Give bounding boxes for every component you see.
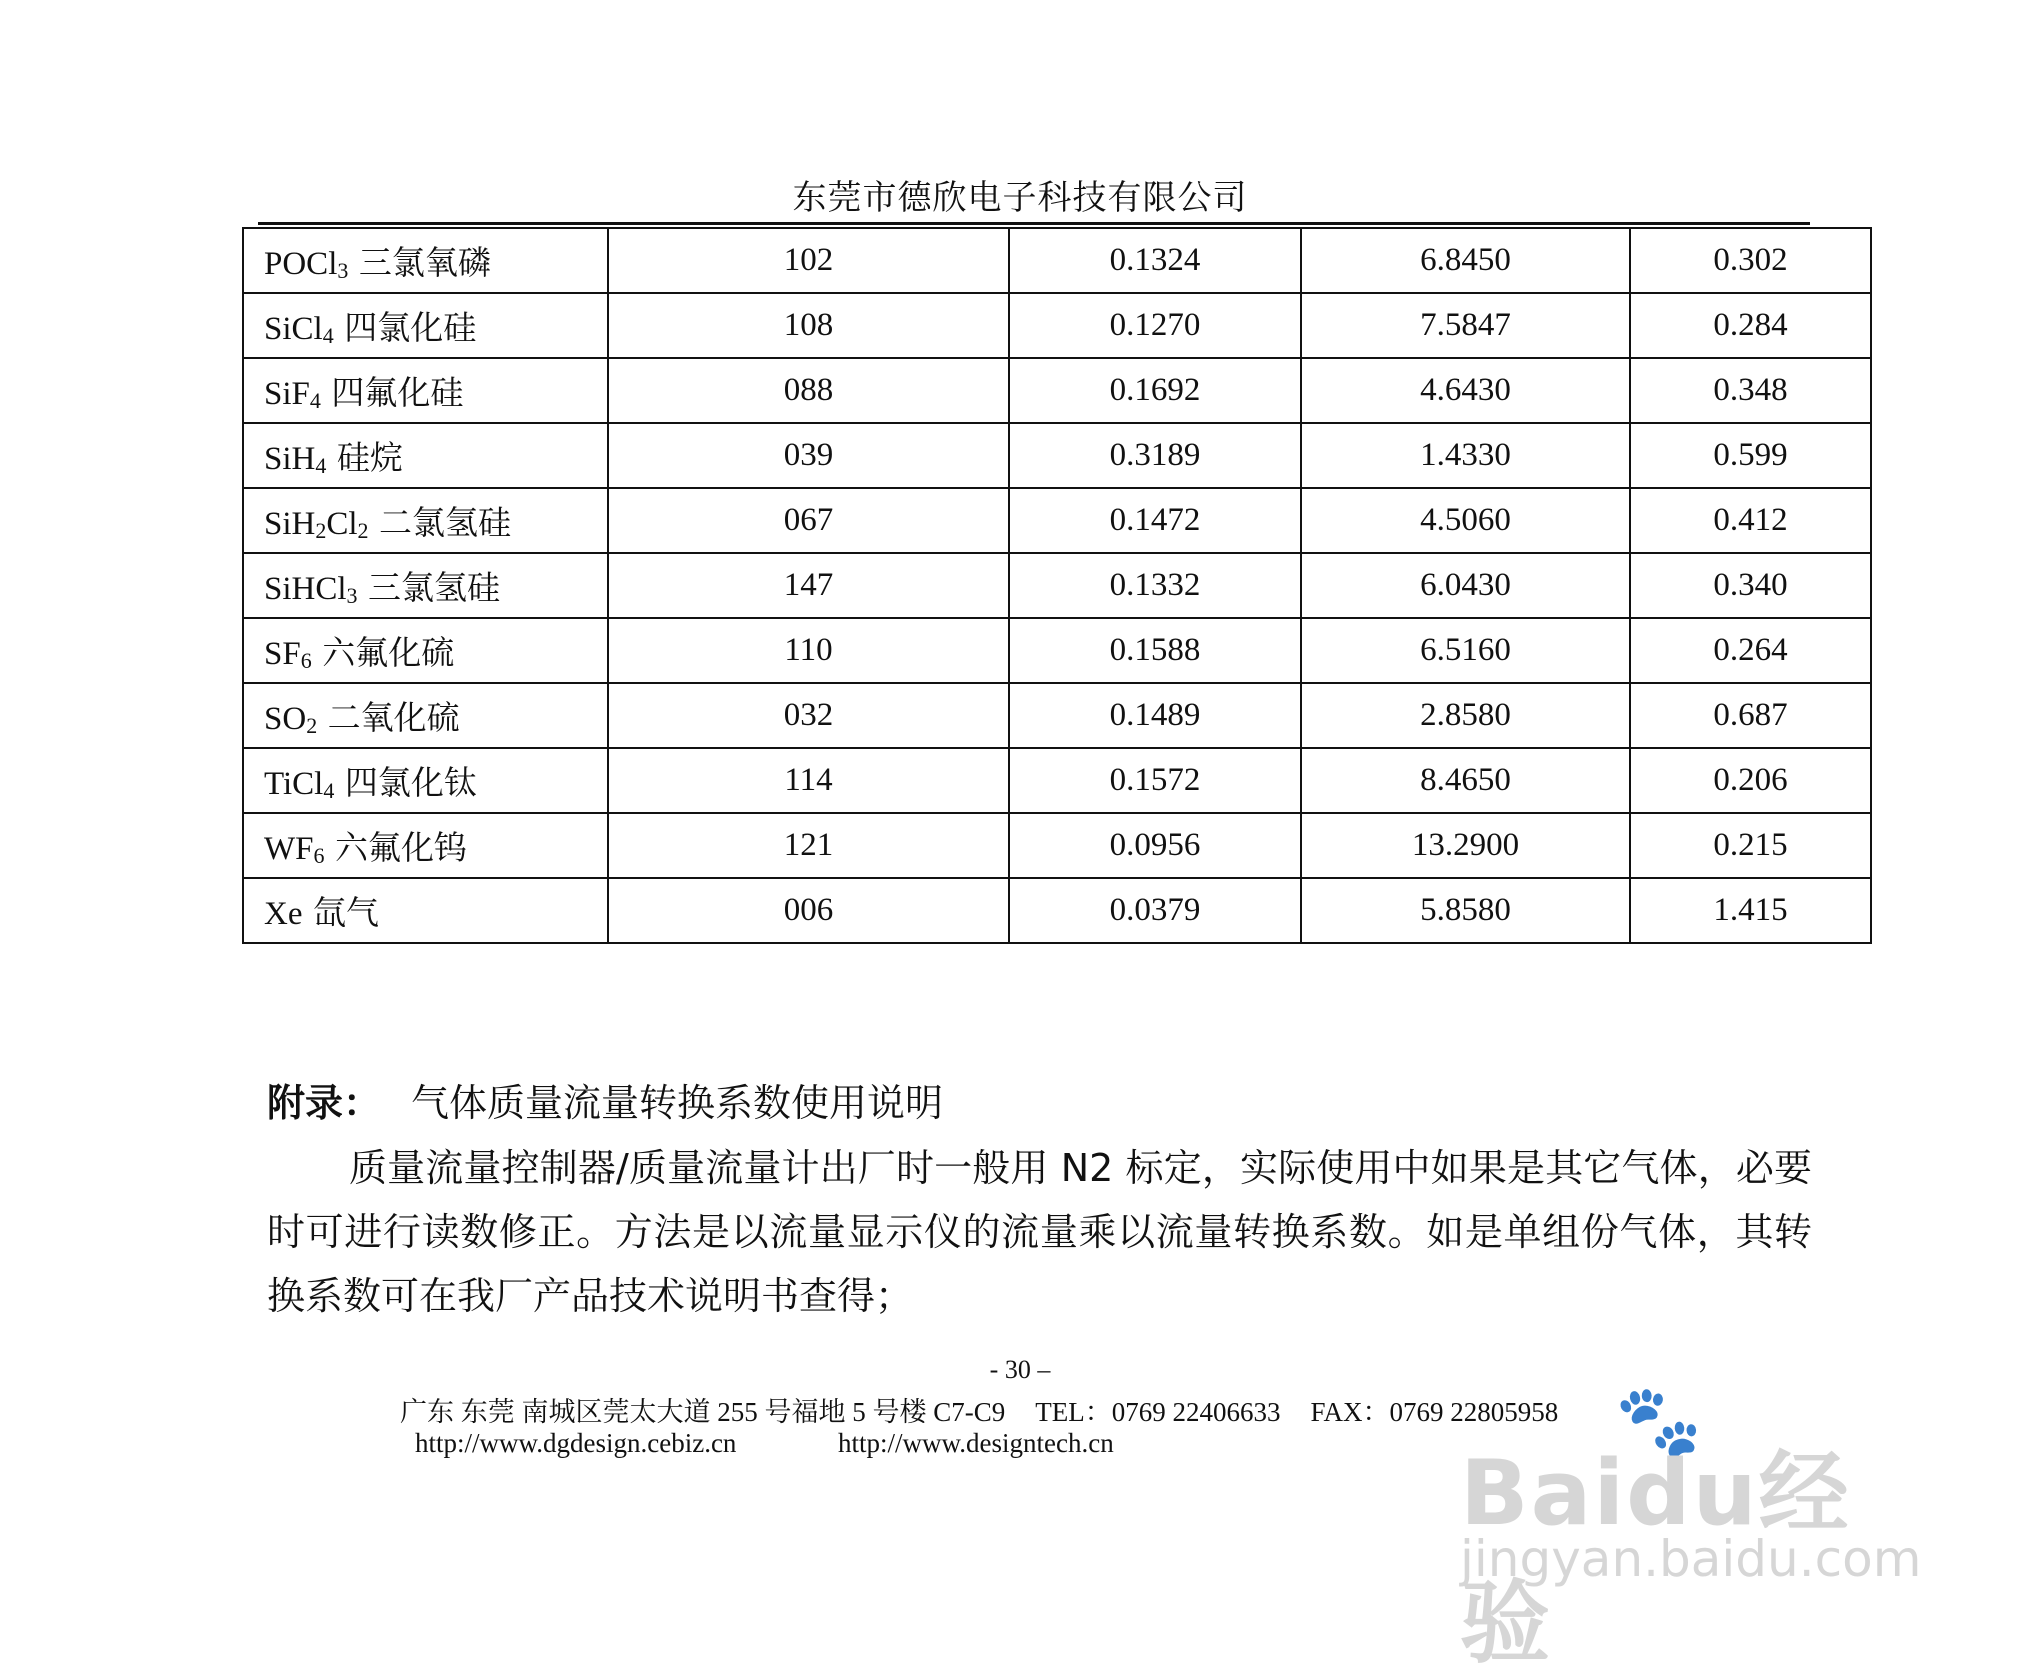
coefficient-3-cell: 0.215 [1630, 813, 1871, 878]
gas-formula: $SiH_2Cl_2$ [264, 506, 369, 543]
gas-formula: POCl$_3$ [264, 246, 349, 283]
coefficient-1-cell: 0.1692 [1009, 358, 1301, 423]
gas-name-cell [243, 683, 608, 748]
appendix-label: 附录： [267, 1081, 382, 1125]
coefficient-1-cell: 0.1332 [1009, 553, 1301, 618]
footer-fax: FAX：0769 22805958 [1310, 1397, 1559, 1427]
coefficient-1-cell: 0.1270 [1009, 293, 1301, 358]
gas-name-cell [243, 878, 608, 943]
footer-address-line [400, 1390, 1588, 1429]
header-rule [258, 222, 1810, 225]
gas-chinese-name: 四氟化硅 [320, 373, 464, 412]
coefficient-3-cell: 0.302 [1630, 228, 1871, 293]
gas-chinese-name: 六氟化钨 [324, 828, 467, 867]
footer-url-1[interactable]: http://www.dgdesign.cebiz.cn [415, 1428, 737, 1458]
gas-chinese-name: 三氯氢硅 [357, 568, 501, 607]
gas-name-cell [243, 553, 608, 618]
coefficient-3-cell: 1.415 [1630, 878, 1871, 943]
appendix-title: 气体质量流量转换系数使用说明 [411, 1081, 944, 1125]
gas-name-cell [243, 423, 608, 488]
coefficient-2-cell: 6.8450 [1301, 228, 1630, 293]
table-row [243, 488, 1871, 553]
coefficient-2-cell: 7.5847 [1301, 293, 1630, 358]
coefficient-2-cell: 6.0430 [1301, 553, 1630, 618]
gas-code-cell: 088 [608, 358, 1009, 423]
baidu-jingyan-watermark [1460, 1380, 1940, 1676]
coefficient-3-cell: 0.340 [1630, 553, 1871, 618]
gas-code-cell: 114 [608, 748, 1009, 813]
gas-code-cell: 032 [608, 683, 1009, 748]
coefficient-2-cell: 8.4650 [1301, 748, 1630, 813]
gas-formula: SiCl$_4$ [264, 311, 334, 348]
coefficient-1-cell: 0.3189 [1009, 423, 1301, 488]
gas-chinese-name: 四氯化硅 [333, 308, 477, 347]
coefficient-3-cell: 0.687 [1630, 683, 1871, 748]
coefficient-2-cell: 4.5060 [1301, 488, 1630, 553]
table-row [243, 683, 1871, 748]
footer-address: 广东 东莞 南城区莞太大道 255 号福地 5 号楼 C7-C9 [400, 1397, 1006, 1427]
coefficient-2-cell: 4.6430 [1301, 358, 1630, 423]
gas-formula: $WF_6$ [264, 831, 325, 868]
table-row [243, 358, 1871, 423]
gas-chinese-name: 硅烷 [326, 438, 403, 477]
table-row [243, 553, 1871, 618]
gas-code-cell: 006 [608, 878, 1009, 943]
gas-formula: SiH$_4$ [264, 441, 327, 478]
gas-formula: $SO_2$ [264, 701, 318, 738]
coefficient-2-cell: 13.2900 [1301, 813, 1630, 878]
coefficient-2-cell: 1.4330 [1301, 423, 1630, 488]
gas-chinese-name: 六氟化硫 [311, 633, 455, 672]
company-header: 东莞市德欣电子科技有限公司 [792, 178, 1248, 218]
coefficient-1-cell: 0.1472 [1009, 488, 1301, 553]
table-row [243, 813, 1871, 878]
gas-name-cell [243, 813, 608, 878]
gas-code-cell: 147 [608, 553, 1009, 618]
coefficient-2-cell: 5.8580 [1301, 878, 1630, 943]
coefficient-3-cell: 0.348 [1630, 358, 1871, 423]
gas-name-cell [243, 618, 608, 683]
watermark-brand: Baidu经验 [1460, 1441, 1851, 1676]
gas-chinese-name: 四氯化钛 [334, 763, 477, 802]
coefficient-3-cell: 0.284 [1630, 293, 1871, 358]
gas-name-cell [243, 293, 608, 358]
gas-code-cell: 102 [608, 228, 1009, 293]
coefficient-1-cell: 0.0379 [1009, 878, 1301, 943]
coefficient-1-cell: 0.1324 [1009, 228, 1301, 293]
gas-name-cell [243, 228, 608, 293]
gas-formula: SiHCl$_3$ [264, 571, 358, 608]
gas-code-cell: 108 [608, 293, 1009, 358]
footer-url-2[interactable]: http://www.designtech.cn [838, 1428, 1114, 1458]
appendix-paragraph: 质量流量控制器/质量流量计出厂时一般用 N2 标定，实际使用中如果是其它气体，必要时可进行读数修正。方法是以流量显示仪的流量乘以流量转换系数。如是单组份气体，其转换系数可在我厂产品技术说明书查得； [267, 1146, 1812, 1318]
gas-conversion-table [242, 227, 1872, 944]
footer-tel: TEL：0769 22406633 [1035, 1397, 1281, 1427]
gas-formula: $SF_6$ [264, 636, 312, 673]
page-number: - 30 – [989, 1355, 1051, 1384]
table-row [243, 228, 1871, 293]
coefficient-3-cell: 0.412 [1630, 488, 1871, 553]
gas-code-cell: 121 [608, 813, 1009, 878]
gas-chinese-name: 三氯氧磷 [348, 243, 491, 282]
gas-name-cell [243, 488, 608, 553]
gas-formula: Xe [264, 896, 303, 932]
table-row [243, 748, 1871, 813]
gas-code-cell: 067 [608, 488, 1009, 553]
coefficient-3-cell: 0.599 [1630, 423, 1871, 488]
table-row [243, 423, 1871, 488]
gas-chinese-name: 氙气 [302, 893, 379, 932]
coefficient-1-cell: 0.0956 [1009, 813, 1301, 878]
paw-icon: 🐾 [1615, 1380, 1703, 1462]
watermark-domain: jingyan.baidu.com [1460, 1530, 1922, 1588]
appendix-heading [267, 1075, 1827, 1131]
gas-name-cell [243, 358, 608, 423]
coefficient-1-cell: 0.1572 [1009, 748, 1301, 813]
gas-chinese-name: 二氯氢硅 [368, 503, 512, 542]
coefficient-2-cell: 6.5160 [1301, 618, 1630, 683]
table-row [243, 293, 1871, 358]
coefficient-3-cell: 0.206 [1630, 748, 1871, 813]
gas-formula: SiF$_4$ [264, 376, 321, 413]
coefficient-1-cell: 0.1489 [1009, 683, 1301, 748]
coefficient-1-cell: 0.1588 [1009, 618, 1301, 683]
coefficient-3-cell: 0.264 [1630, 618, 1871, 683]
table-row [243, 878, 1871, 943]
gas-code-cell: 039 [608, 423, 1009, 488]
gas-formula: TiCl$_4$ [264, 766, 335, 803]
coefficient-2-cell: 2.8580 [1301, 683, 1630, 748]
gas-chinese-name: 二氧化硫 [317, 698, 460, 737]
gas-name-cell [243, 748, 608, 813]
gas-code-cell: 110 [608, 618, 1009, 683]
table-row [243, 618, 1871, 683]
